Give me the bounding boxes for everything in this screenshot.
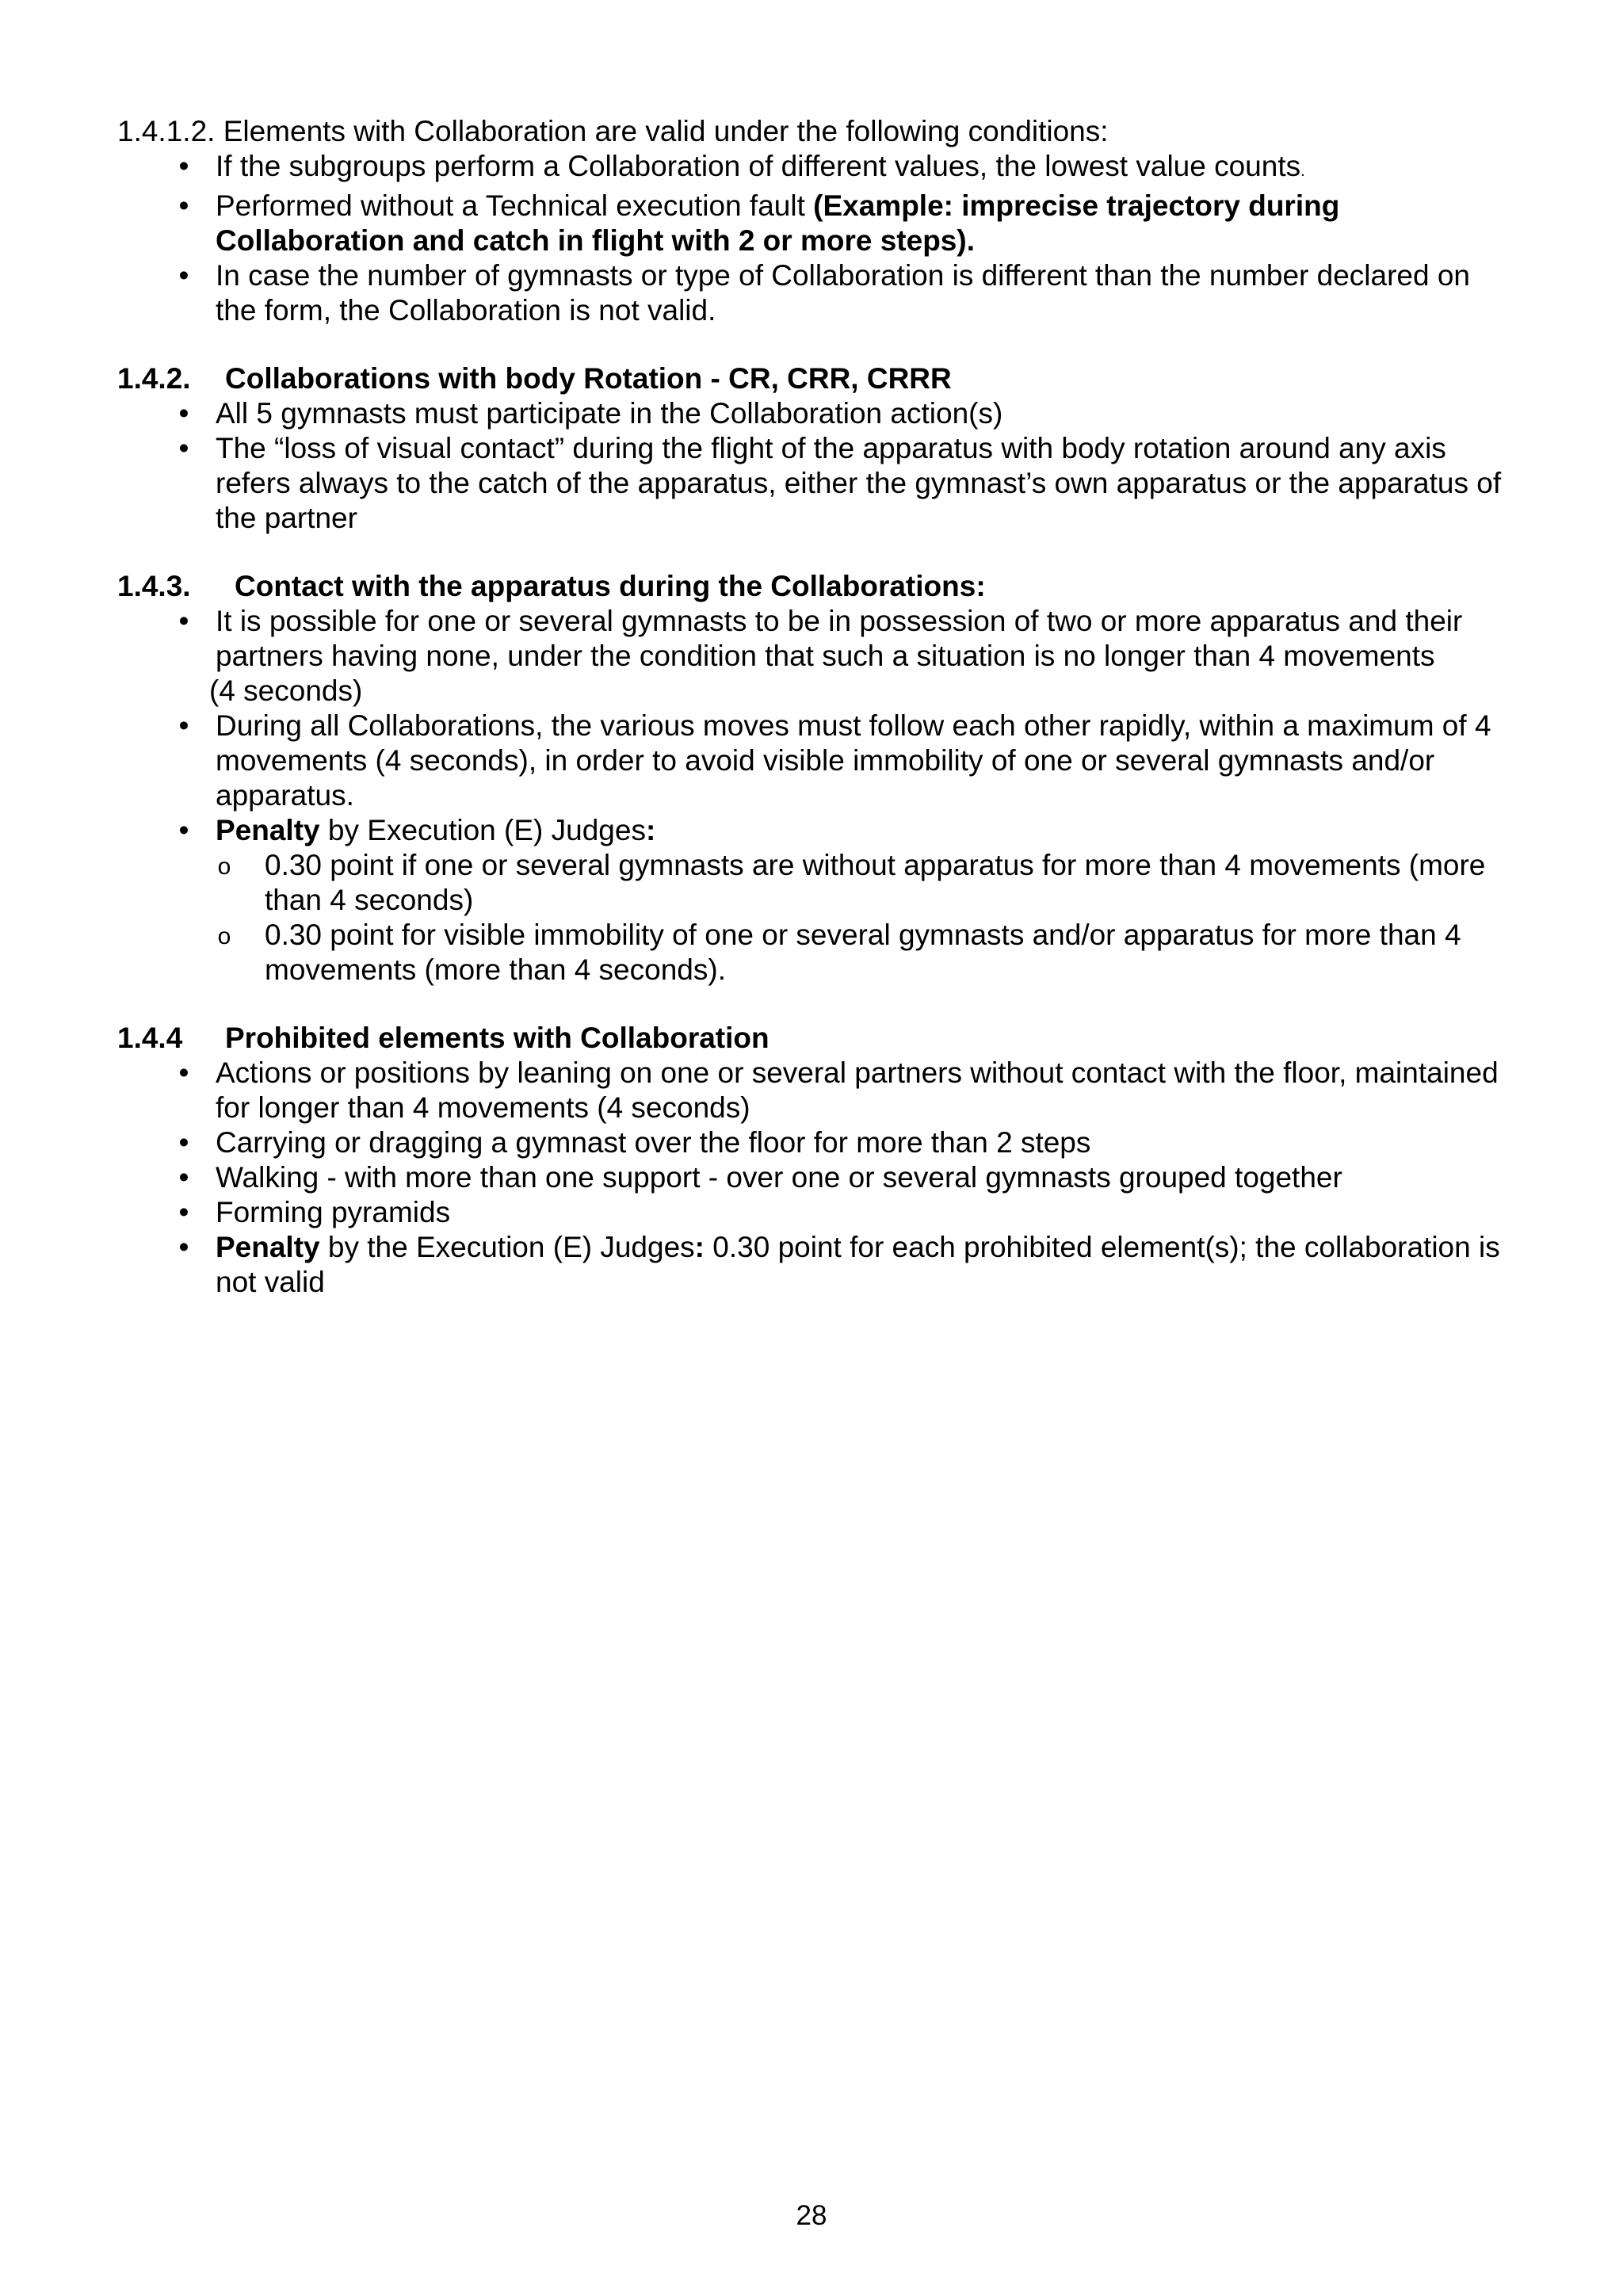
bullet-icon: • xyxy=(178,709,189,742)
list-item: • In case the number of gymnasts or type of Collaboration is different than the number declared on the form, the Collaboration is not valid. xyxy=(117,258,1512,328)
list-item: • Actions or positions by leaning on one or several partners without contact with the floor, maintained for longer than 4 movements (4 seconds) xyxy=(117,1056,1512,1125)
list-item: • Forming pyramids xyxy=(117,1195,1512,1230)
bullet-icon: • xyxy=(178,814,189,846)
list-item: • Performed without a Technical execution fault (Example: imprecise trajectory during Collaboration and catch in flight with 2 or more steps). xyxy=(117,189,1512,258)
section-title: Contact with the apparatus during the Collaborations: xyxy=(235,570,986,602)
list-item: • It is possible for one or several gymnasts to be in possession of two or more apparatus and their partners having none, under the condition that such a situation is no longer than 4 movements (4 seconds) xyxy=(117,604,1512,709)
bullet-icon: • xyxy=(178,259,189,292)
list-item: • During all Collaborations, the various moves must follow each other rapidly, within a maximum of 4 movements (4 seconds), in order to avoid visible immobility of one or several gymnasts and/or apparatus. xyxy=(117,709,1512,813)
bullet-icon: • xyxy=(178,189,189,222)
heading-1-4-3 xyxy=(117,569,1512,604)
bullet-icon: • xyxy=(178,432,189,464)
bullet-icon: • xyxy=(178,605,189,637)
sub-list-item: o 0.30 point for visible immobility of one or several gymnasts and/or apparatus for more than 4 movements (more than 4 seconds). xyxy=(216,918,1512,988)
list-item: • If the subgroups perform a Collaboration of different values, the lowest value counts. xyxy=(117,149,1512,189)
heading-1-4-4 xyxy=(117,1021,1512,1056)
bullet-icon: • xyxy=(178,150,189,182)
list-item: • Penalty by the Execution (E) Judges: 0.30 point for each prohibited element(s); the collaboration is not valid xyxy=(117,1230,1512,1300)
bullet-icon: • xyxy=(178,1161,189,1194)
sub-list-item: o 0.30 point if one or several gymnasts are without apparatus for more than 4 movements (more than 4 seconds) xyxy=(216,848,1512,918)
list-item: • Walking - with more than one support - over one or several gymnasts grouped together xyxy=(117,1160,1512,1195)
list-1-4-2 xyxy=(117,396,1512,536)
section-title: Prohibited elements with Collaboration xyxy=(225,1022,769,1054)
list-item: • Carrying or dragging a gymnast over the floor for more than 2 steps xyxy=(117,1125,1512,1160)
section-number: 1.4.2. xyxy=(117,362,191,395)
page-number: 28 xyxy=(796,2200,827,2231)
list-item: • The “loss of visual contact” during the flight of the apparatus with body rotation around any axis refers always to the catch of the apparatus, either the gymnast’s own apparatus or the apparatus of the partner xyxy=(117,431,1512,536)
list-item: • All 5 gymnasts must participate in the Collaboration action(s) xyxy=(117,396,1512,431)
circle-bullet-icon: o xyxy=(217,923,231,949)
circle-bullet-icon: o xyxy=(217,854,231,880)
section-number: 1.4.3. xyxy=(117,570,191,602)
bullet-icon: • xyxy=(178,397,189,430)
list-1-4-3 xyxy=(117,604,1512,988)
heading-1-4-2 xyxy=(117,361,1512,396)
list-1-4-1-2 xyxy=(117,149,1512,328)
section-number: 1.4.4 xyxy=(117,1022,183,1054)
bullet-icon: • xyxy=(178,1231,189,1263)
bullet-icon: • xyxy=(178,1056,189,1089)
list-1-4-4 xyxy=(117,1056,1512,1300)
sub-list-penalty xyxy=(216,848,1512,988)
section-title: Collaborations with body Rotation - CR, CRR, CRRR xyxy=(225,362,952,395)
list-item: • Penalty by Execution (E) Judges: o 0.30 point if one or several gymnasts are without apparatus for more than 4 movements (more than 4 seconds) o 0.30 point for visible immobility of one or several gymnasts and/or apparatus for more than 4 movements (more than 4 seconds). xyxy=(117,813,1512,988)
bullet-icon: • xyxy=(178,1196,189,1228)
paragraph-1-4-1-2: 1.4.1.2. Elements with Collaboration are valid under the following conditions: xyxy=(117,115,1109,147)
bullet-icon: • xyxy=(178,1126,189,1159)
page-content xyxy=(117,114,1512,1300)
